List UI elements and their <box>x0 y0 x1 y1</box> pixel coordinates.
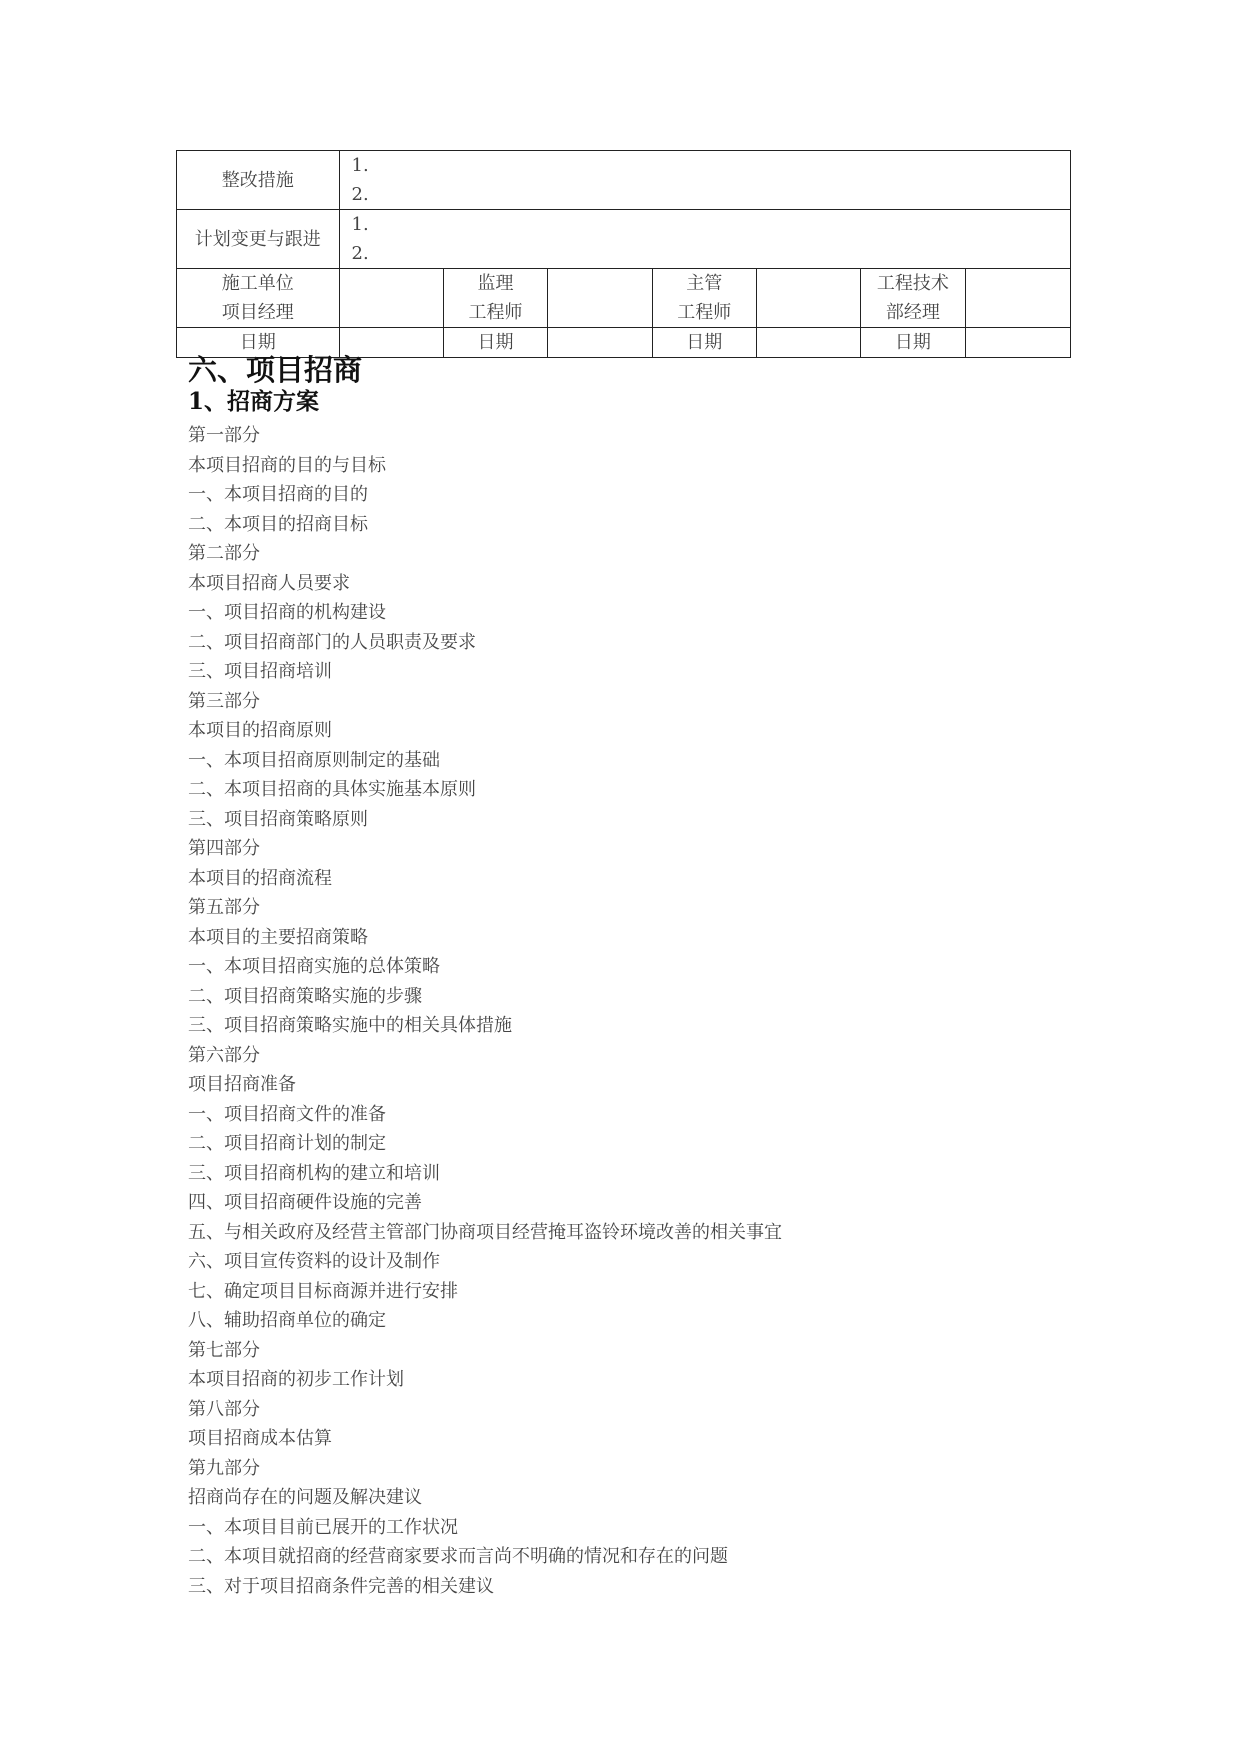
outline-item: 一、本项目目前已展开的工作状况 <box>188 1516 458 1538</box>
outline-item: 八、辅助招商单位的确定 <box>188 1310 386 1331</box>
construction-unit-line2: 项目经理 <box>221 302 294 323</box>
engineering-tech-line1: 工程技术 <box>876 273 949 294</box>
supervisor-line2: 工程师 <box>677 302 732 323</box>
outline-item: 第五部分 <box>188 897 260 918</box>
outline-item: 本项目招商的初步工作计划 <box>188 1369 404 1390</box>
table-row-rectification <box>177 151 1071 210</box>
outline-item: 三、对于项目招商条件完善的相关建议 <box>188 1575 494 1597</box>
rectification-label: 整改措施 <box>177 151 340 210</box>
outline-item: 第六部分 <box>188 1044 260 1066</box>
outline-item: 六、项目宣传资料的设计及制作 <box>188 1251 440 1272</box>
engineering-tech-label <box>861 269 965 328</box>
outline-item: 二、本项目招商的具体实施基本原则 <box>188 779 476 800</box>
outline-item: 一、本项目招商实施的总体策略 <box>188 956 440 977</box>
rectification-form-table <box>176 150 1071 358</box>
outline-item: 三、项目招商策略实施中的相关具体措施 <box>188 1015 512 1036</box>
outline-item: 二、项目招商部门的人员职责及要求 <box>188 631 476 653</box>
supervision-label <box>443 269 547 328</box>
outline-item: 三、项目招商机构的建立和培训 <box>188 1162 440 1184</box>
outline-item: 第一部分 <box>188 425 260 446</box>
outline-item: 第四部分 <box>188 838 260 859</box>
outline-item: 第三部分 <box>188 690 260 712</box>
date-label-1: 日期 <box>177 328 340 358</box>
outline-item: 第二部分 <box>188 543 260 564</box>
date-label-4: 日期 <box>861 328 965 358</box>
outline-item: 一、本项目招商的目的 <box>188 484 368 505</box>
outline-item: 本项目的招商原则 <box>188 720 332 741</box>
outline-item: 二、本项目就招商的经营商家要求而言尚不明确的情况和存在的问题 <box>188 1546 728 1567</box>
outline-item: 三、项目招商策略原则 <box>188 808 368 830</box>
outline-item: 二、项目招商计划的制定 <box>188 1133 386 1154</box>
outline-item: 一、项目招商的机构建设 <box>188 602 386 623</box>
engineering-tech-signature-cell <box>965 269 1070 328</box>
outline-item: 一、本项目招商原则制定的基础 <box>188 749 440 771</box>
section-title: 六、项目招商 <box>188 353 363 387</box>
outline-item: 项目招商成本估算 <box>188 1428 332 1449</box>
supervision-signature-cell <box>548 269 652 328</box>
construction-unit-label <box>177 269 340 328</box>
outline-item: 五、与相关政府及经营主管部门协商项目经营掩耳盗铃环境改善的相关事宜 <box>188 1221 782 1243</box>
outline-item: 二、项目招商策略实施的步骤 <box>188 985 422 1007</box>
outline-item: 三、项目招商培训 <box>188 661 332 682</box>
date-label-2: 日期 <box>443 328 547 358</box>
plan-change-label: 计划变更与跟进 <box>177 210 340 269</box>
supervisor-signature-cell <box>756 269 860 328</box>
outline-item: 本项目招商人员要求 <box>188 572 350 594</box>
outline-item: 项目招商准备 <box>188 1074 296 1095</box>
supervision-line1: 监理 <box>477 273 514 294</box>
table-row-signatures <box>177 269 1071 328</box>
engineering-tech-line2: 部经理 <box>885 302 940 323</box>
supervision-line2: 工程师 <box>468 302 523 323</box>
outline-item: 第七部分 <box>188 1339 260 1361</box>
outline-item: 招商尚存在的问题及解决建议 <box>188 1487 422 1508</box>
supervisor-line1: 主管 <box>686 273 723 294</box>
outline-item: 第八部分 <box>188 1398 260 1420</box>
rectification-item-2: 2. <box>351 184 369 205</box>
outline-item: 第九部分 <box>188 1457 260 1479</box>
outline-item: 本项目的主要招商策略 <box>188 926 368 948</box>
plan-change-item-1: 1. <box>351 214 369 235</box>
rectification-item-1: 1. <box>351 155 369 176</box>
plan-change-content <box>339 210 1070 269</box>
outline-item: 本项目招商的目的与目标 <box>188 454 386 476</box>
supervisor-label <box>652 269 756 328</box>
plan-change-item-2: 2. <box>351 243 369 264</box>
subsection-title: 1、招商方案 <box>188 388 320 415</box>
outline-item: 七、确定项目目标商源并进行安排 <box>188 1280 458 1302</box>
rectification-content <box>339 151 1070 210</box>
outline-item: 二、本项目的招商目标 <box>188 513 368 535</box>
construction-unit-line1: 施工单位 <box>221 273 294 294</box>
outline-item: 四、项目招商硬件设施的完善 <box>188 1192 422 1213</box>
outline-list <box>188 421 1088 1601</box>
table-row-plan-change <box>177 210 1071 269</box>
outline-item: 一、项目招商文件的准备 <box>188 1103 386 1125</box>
investment-section <box>188 353 1088 1601</box>
outline-item: 本项目的招商流程 <box>188 867 332 889</box>
date-label-3: 日期 <box>652 328 756 358</box>
construction-unit-signature-cell <box>339 269 443 328</box>
